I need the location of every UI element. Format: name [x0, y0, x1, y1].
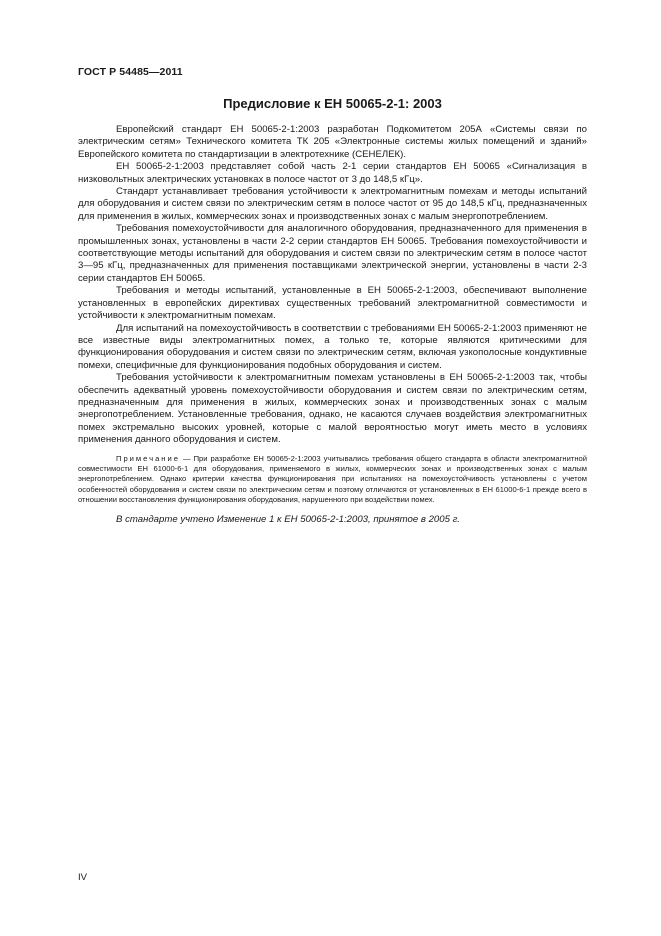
standard-header: ГОСТ Р 54485—2011: [78, 66, 183, 78]
paragraph-5: Требования и методы испытаний, установленные в ЕН 50065-2-1:2003, обеспечивают выполнение установленных в европейских директивах существенных требований электромагнитной совместимости и устойчивости к электромагнитным помехам.: [78, 285, 587, 322]
page-number: IV: [78, 872, 87, 883]
paragraph-6: Для испытаний на помехоустойчивость в соответствии с требованиями ЕН 50065-2-1:2003 применяют не все известные виды электромагнитных помех, а только те, которые являются критическими для функционирования оборудования и систем связи по электрическим сетям, включая узкополосные кондуктивные помехи, специфичные для функционирования подобных оборудования и систем.: [78, 322, 587, 371]
paragraph-2: ЕН 50065-2-1:2003 представляет собой часть 2-1 серии стандартов ЕН 50065 «Сигнализация в низковольтных электрических установках в полосе частот от 3 до 148,5 кГц».: [78, 161, 587, 185]
note: [78, 454, 587, 506]
note-dash: —: [179, 453, 194, 463]
paragraph-4: Требования помехоустойчивости для аналогичного оборудования, предназначенного для применения в промышленных зонах, установлены в части 2-2 серии стандартов ЕН 50065. Требования помехоустойчивости и соответствующие методы испытаний для оборудования и систем связи по электрическим сетям в полосе частот 3—95 кГц, предназначенных для применения поставщиками электрической энергии, установлены в части 2-3 серии стандартов ЕН 50065.: [78, 223, 587, 284]
paragraph-1: Европейский стандарт ЕН 50065-2-1:2003 разработан Подкомитетом 205А «Системы связи по электрическим сетям» Технического комитета ТК 205 «Электронные системы жилых помещений и зданий» Европейского комитета по стандартизации в электротехнике (СЕНЕЛЕК).: [78, 124, 587, 160]
paragraph-3: Стандарт устанавливает требования устойчивости к электромагнитным помехам и методы испытаний для оборудования и систем связи по электрическим сетям в полосе частот от 95 до 148,5 кГц, предназначенных для применения в жилых, коммерческих зонах и производственных зонах с малым энергопотреблением.: [78, 186, 587, 222]
preface-title: Предисловие к ЕН 50065-2-1: 2003: [223, 96, 442, 111]
paragraph-7: Требования устойчивости к электромагнитным помехам установлены в ЕН 50065-2-1:2003 так, чтобы обеспечить адекватный уровень помехоустойчивости оборудования и систем связи по электрическим сетям, предназначенным для применения в жилых, коммерческих зонах и производственных зонах с малым энергопотреблением. Установленные требования, однако, не касаются случаев воздействия электромагнитных помех экстремально высоких уровней, которые с малой вероятностью могут иметь место в условиях применения данного оборудования и систем.: [78, 372, 587, 446]
note-text: При разработке ЕН 50065-2-1:2003 учитывались требования общего стандарта в области электромагнитной совместимости ЕН 61000-6-1 для оборудования, применяемого в жилых, коммерческих зонах и производственных зонах с малым энергопотреблением. Однако критерии качества функционирования при испытаниях на помехоустойчивость установлены с учетом особенностей оборудования и систем связи по электрическим сетям и поэтому отличаются от установленных в ЕН 61000-6-1 прежде всего в отношении восстановления функционирования оборудования, нарушенного при воздействии помех.: [78, 453, 587, 505]
preface-body: [78, 124, 587, 526]
amendment-line: В стандарте учтено Изменение 1 к ЕН 50065-2-1:2003, принятое в 2005 г.: [116, 513, 460, 525]
note-label: Примечание: [116, 453, 180, 463]
